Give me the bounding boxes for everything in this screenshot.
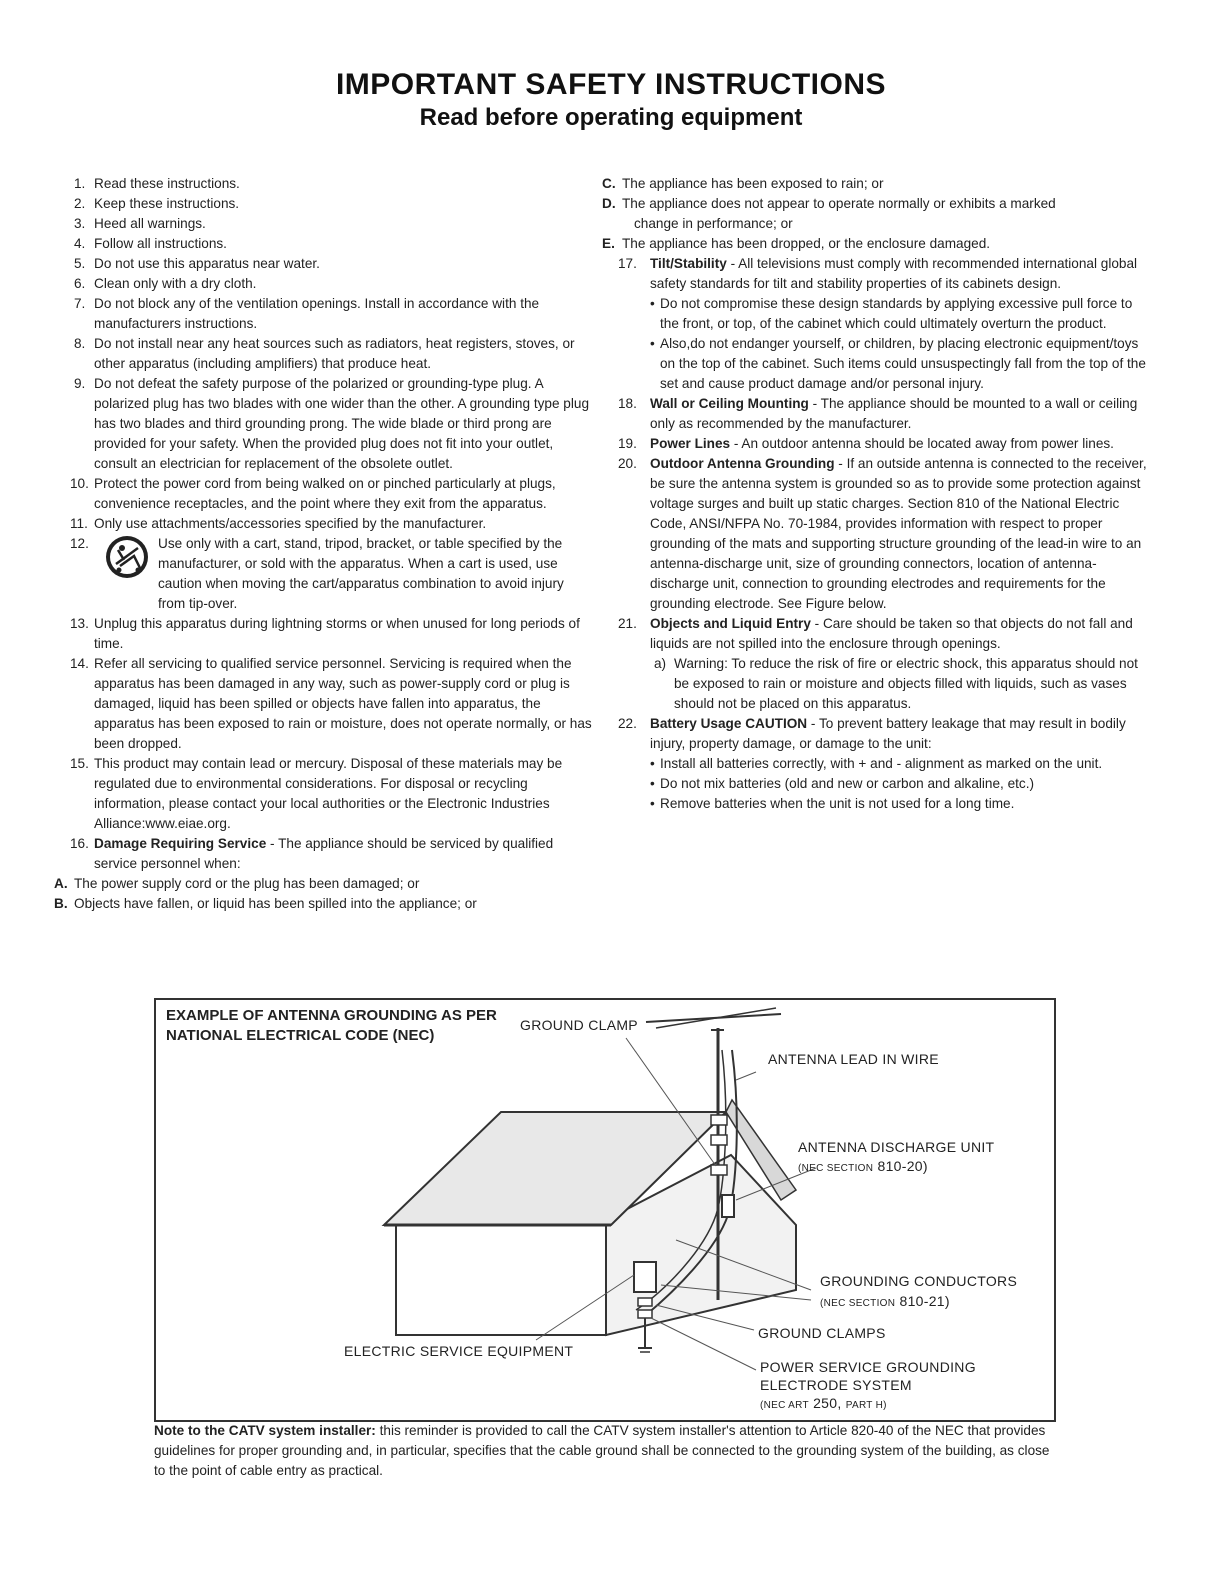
left-column (54, 174, 594, 914)
list-item: 21. Objects and Liquid Entry - Care should be taken so that objects do not fall and liquids are not spilled into the enclosure through openings. (618, 616, 1133, 651)
list-item-letter: E. The appliance has been dropped, or the enclosure damaged. (602, 236, 991, 251)
list-item: 19. Power Lines - An outdoor antenna should be located away from power lines. (618, 436, 1114, 451)
list-item: 18. Wall or Ceiling Mounting - The appliance should be mounted to a wall or ceiling only as recommended by the manufacturer. (618, 396, 1138, 431)
list-item-letter: C. The appliance has been exposed to rain; or (602, 176, 884, 191)
antenna-discharge-unit-label: ANTENNA DISCHARGE UNIT (798, 1139, 995, 1155)
list-item: 1. Read these instructions. (74, 176, 240, 191)
list-item: 13. Unplug this apparatus during lightning storms or when unused for long periods of time. (70, 616, 580, 651)
list-item: 5. Do not use this apparatus near water. (74, 256, 320, 271)
list-item: 10. Protect the power cord from being walked on or pinched particularly at plugs, convenience receptacles, and the point where they exit from the apparatus. (70, 476, 556, 511)
right-column (602, 174, 1154, 814)
bullet-item: • Do not mix batteries (old and new or carbon and alkaline, etc.) (622, 774, 1154, 794)
list-item: 3. Heed all warnings. (74, 216, 206, 231)
page-subtitle: Read before operating equipment (419, 104, 803, 131)
power-service-grounding-label: POWER SERVICE GROUNDING ELECTRODE SYSTEM (NEC ART 250, PART H) (760, 1358, 976, 1415)
bullet-item: • Also,do not endanger yourself, or children, by placing electronic equipment/toys on the top of the cabinet. Such items could unsuspectingly fall from the top of the set and cause product damage and/or personal injury. (622, 334, 1154, 394)
bullet-item: • Remove batteries when the unit is not used for a long time. (622, 794, 1154, 814)
list-item: 8. Do not install near any heat sources such as radiators, heat registers, stoves, or other apparatus (including amplifiers) that produce heat. (74, 336, 575, 371)
list-item: 4. Follow all instructions. (74, 236, 227, 251)
list-item: 15. This product may contain lead or mercury. Disposal of these materials may be regulated due to environmental considerations. For disposal or recycling information, please contact your local authorities or the Electronic Industries Alliance:www.eiae.org. (70, 756, 563, 831)
sub-item: a) Warning: To reduce the risk of fire or electric shock, this apparatus should not be exposed to rain or moisture and objects filled with liquids, such as vases should not be placed on this apparatus. (654, 656, 1138, 711)
list-item: 2. Keep these instructions. (74, 196, 240, 211)
diagram-title: EXAMPLE OF ANTENNA GROUNDING AS PER NATIONAL ELECTRICAL CODE (NEC) (166, 1007, 497, 1044)
antenna-grounding-diagram (154, 998, 1056, 1422)
bullet-item: • Install all batteries correctly, with + and - alignment as marked on the unit. (622, 754, 1154, 774)
list-item-letter: A. The power supply cord or the plug has been damaged; or (54, 876, 420, 891)
bullet-item: • Do not compromise these design standards by applying excessive pull force to the front, or top, of the cabinet which could ultimately overturn the product. (622, 294, 1154, 334)
ground-clamp-label: GROUND CLAMP (520, 1017, 638, 1033)
list-item: 9. Do not defeat the safety purpose of the polarized or grounding-type plug. A polarized plug has two blades with one wider than the other. A grounding type plug has two blades and third grounding prong. The wide blade or third prong are provided for your safety. When the provided plug does not fit into your outlet, consult an electrician for replacement of the obsolete outlet. (74, 376, 590, 471)
power-service-code-ref: (NEC ART 250, PART H) (760, 1395, 887, 1411)
electric-service-equipment-label: ELECTRIC SERVICE EQUIPMENT (344, 1343, 574, 1359)
list-item-cart-warning: 12. Use only with a cart, stand, tripod, bracket, or table specified by the manufacturer, or sold with the apparatus. When a cart is used, use caution when moving the cart/apparatus combination to avoid injury from tip-over. (70, 536, 564, 611)
catv-installer-note: Note to the CATV system installer: this reminder is provided to call the CATV system installer's attention to Article 820-40 of the NEC that provides guidelines for proper grounding and, in particular, specifies that the cable ground shall be connected to the grounding system of the building, as close to the point of cable entry as practical. (154, 1423, 1050, 1478)
list-item-continuation: change in performance; or (634, 216, 793, 231)
list-item: 17. Tilt/Stability - All televisions must comply with recommended international global safety standards for tilt and stability properties of its cabinets design. (618, 256, 1138, 291)
electric-service-equipment-box (634, 1262, 656, 1292)
grounding-conductors-label: GROUNDING CONDUCTORS (820, 1273, 1018, 1289)
grounding-conductors-code-ref: (NEC SECTION 810-21) (820, 1293, 950, 1309)
list-item: 6. Clean only with a dry cloth. (74, 276, 257, 291)
list-item-letter: B. Objects have fallen, or liquid has been spilled into the appliance; or (54, 896, 477, 911)
cart-tipover-warning-icon (104, 534, 150, 580)
list-item: 22. Battery Usage CAUTION - To prevent battery leakage that may result in bodily injury, property damage, or damage to the unit: (618, 716, 1126, 751)
list-item: 16. Damage Requiring Service - The appliance should be serviced by qualified service personnel when: (70, 836, 554, 871)
list-item: 14. Refer all servicing to qualified service personnel. Servicing is required when the apparatus has been damaged in any way, such as power-supply cord or plug is damaged, liquid has been spilled or objects have fallen into apparatus, the apparatus has been exposed to rain or moisture, does not operate normally, or has been dropped. (70, 656, 592, 751)
page-title: IMPORTANT SAFETY INSTRUCTIONS (335, 68, 887, 101)
discharge-unit-code-ref: (NEC SECTION 810-20) (798, 1158, 928, 1174)
antenna-discharge-unit (722, 1195, 734, 1217)
list-item: 11. Only use attachments/accessories specified by the manufacturer. (70, 516, 487, 531)
ground-clamps-label: GROUND CLAMPS (758, 1325, 886, 1341)
house-front-wall (396, 1220, 606, 1335)
antenna-lead-in-wire-label: ANTENNA LEAD IN WIRE (768, 1051, 939, 1067)
list-item-letter: D. The appliance does not appear to operate normally or exhibits a marked (602, 196, 1056, 211)
list-item: 7. Do not block any of the ventilation openings. Install in accordance with the manufacturers instructions. (74, 296, 540, 331)
list-item: 20. Outdoor Antenna Grounding - If an outside antenna is connected to the receiver, be sure the antenna system is grounded so as to provide some protection against voltage surges and built up static charges. Section 810 of the National Electric Code, ANSI/NFPA No. 70-1984, provides information with respect to proper grounding of the mats and supporting structure grounding of the lead-in wire to an antenna-discharge unit, size of grounding connectors, location of antenna-discharge unit, connection to grounding electrodes and requirements for the grounding electrode. See Figure below. (618, 456, 1147, 611)
